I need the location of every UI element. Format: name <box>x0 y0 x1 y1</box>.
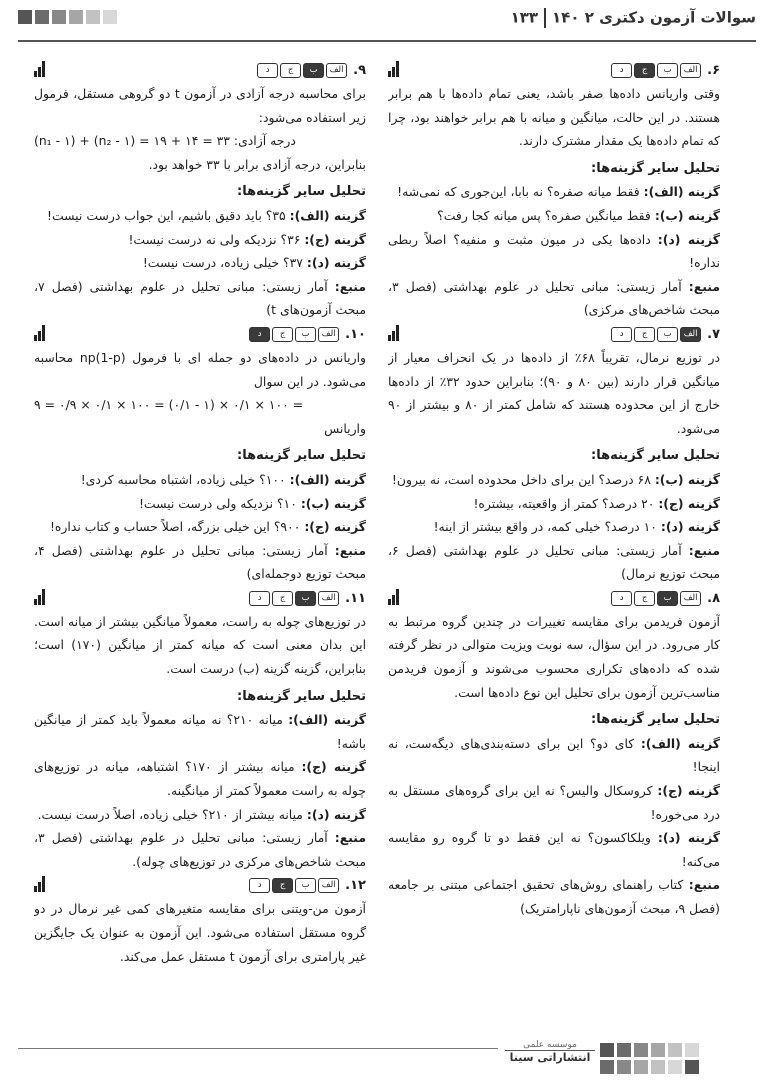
page-header <box>18 6 756 36</box>
decoration-square <box>600 1060 614 1074</box>
answer-option-box: ب <box>295 327 316 342</box>
answer-option-box: ج <box>272 591 293 606</box>
decoration-square <box>634 1043 648 1057</box>
option-label: گزینه (ج): <box>304 519 366 535</box>
option-label: گزینه (الف): <box>288 712 366 728</box>
analysis-heading: تحلیل سایر گزینه‌ها: <box>591 160 720 176</box>
analysis-heading: تحلیل سایر گزینه‌ها: <box>237 448 366 464</box>
header-separator <box>544 8 546 28</box>
option-label: گزینه (الف): <box>289 471 366 487</box>
answer-option-box: ج <box>272 327 293 342</box>
difficulty-bars-icon <box>34 325 48 341</box>
decoration-square <box>634 1060 648 1074</box>
question-number: ۱۲. <box>345 878 366 894</box>
option-analysis <box>34 708 366 755</box>
answer-option-box: ب <box>657 63 678 78</box>
option-comment: آمار زیستی: مبانی تحلیل در علوم بهداشتی (فصل ۴، مبحث توزیع دوجمله‌ای) <box>34 542 366 582</box>
question-header <box>388 58 720 80</box>
left-column <box>34 58 366 1033</box>
answer-option-box: د <box>249 591 270 606</box>
option-comment: آمار زیستی: مبانی تحلیل در علوم بهداشتی (فصل ۷، مبحث آزمون‌های t) <box>34 278 366 318</box>
option-label: گزینه (ج): <box>657 783 720 799</box>
answer-option-box: الف <box>680 591 701 606</box>
option-analysis <box>388 873 720 920</box>
answer-option-box: ج <box>634 327 655 342</box>
option-analysis <box>34 492 366 516</box>
option-comment: کای دو؟ این برای دسته‌بندی‌های دیگه‌ست، نه اینجا! <box>388 735 720 775</box>
option-label: گزینه (ج): <box>658 495 720 511</box>
option-label: گزینه (ب): <box>654 207 720 223</box>
option-analysis <box>388 275 720 322</box>
option-label: گزینه (د): <box>306 255 366 271</box>
answer-option-box: الف <box>318 591 339 606</box>
analysis-heading: تحلیل سایر گزینه‌ها: <box>591 448 720 464</box>
answer-option-box: ب <box>303 63 324 78</box>
option-analysis <box>388 492 720 516</box>
option-analysis <box>388 779 720 826</box>
question-header <box>34 322 366 344</box>
decoration-square <box>668 1060 682 1074</box>
decoration-square <box>685 1043 699 1057</box>
question-block <box>388 322 720 586</box>
decoration-square <box>651 1043 665 1057</box>
question-header <box>34 58 366 80</box>
option-analysis <box>34 803 366 827</box>
option-analysis <box>388 468 720 492</box>
answer-option-box: د <box>249 327 270 342</box>
decoration-square <box>86 10 100 24</box>
question-number: ۱۰. <box>345 326 366 342</box>
formula-line: (n₁ - ۱) + (n₂ - ۱) = ۱۹ + ۱۴ = ۳۳ :درجه آزادی <box>34 133 296 149</box>
answer-option-box: د <box>257 63 278 78</box>
question-block <box>34 58 366 322</box>
answer-explanation: در توزیع نرمال، تقریباً ۶۸٪ از داده‌ها در یک انحراف معیار از میانگین قرار دارند (بین ۸۰ و ۹۰)؛ بنابراین حدود ۳۲٪ از داده‌ها خارج از این محدوده هستند که شامل کمتر از ۸۰ و بیشتر از ۹۰ می‌شود. <box>388 349 720 436</box>
difficulty-bars-icon <box>34 589 48 605</box>
option-label: گزینه (ب): <box>300 495 366 511</box>
answer-option-box: الف <box>680 327 701 342</box>
answer-conclusion: واریانس <box>324 420 366 436</box>
answer-option-box: الف <box>318 327 339 342</box>
answer-option-box: ب <box>295 878 316 893</box>
option-label: گزینه (د): <box>660 519 720 535</box>
option-comment: ۱۰۰؟ خیلی زیاده، اشتباه محاسبه کردی! <box>80 471 286 487</box>
option-comment: فقط میانگین صفره؟ پس میانه کجا رفت؟ <box>437 207 651 223</box>
difficulty-bars-icon <box>388 325 402 341</box>
option-comment: آمار زیستی: مبانی تحلیل در علوم بهداشتی (فصل ۳، مبحث شاخص‌های مرکزی در توزیع‌های چوله). <box>34 830 366 869</box>
option-label: منبع: <box>688 542 720 558</box>
option-analysis <box>34 539 366 586</box>
question-block <box>34 322 366 586</box>
option-label: گزینه (الف): <box>640 735 720 751</box>
answer-explanation: واریانس در داده‌های دو جمله ای با فرمول (np(1-p محاسبه می‌شود. در این سوال <box>34 349 366 389</box>
option-analysis <box>34 204 366 228</box>
question-block <box>34 873 366 968</box>
answer-option-box: ج <box>272 878 293 893</box>
question-block <box>388 586 720 921</box>
option-comment: داده‌ها یکی در میون مثبت و منفیه؟ اصلاً ربطی نداره! <box>388 231 720 271</box>
answer-options <box>249 327 339 342</box>
option-analysis <box>388 732 720 779</box>
answer-option-box: ب <box>657 327 678 342</box>
publisher-logo <box>505 1040 595 1064</box>
question-block <box>388 58 720 322</box>
answer-options <box>611 63 701 78</box>
difficulty-bars-icon <box>388 61 402 77</box>
option-label: گزینه (د): <box>657 830 720 846</box>
option-label: منبع: <box>334 542 366 558</box>
decoration-square <box>52 10 66 24</box>
option-comment: ۹۰۰؟ این خیلی بزرگه، اصلاً حساب و کتاب نداره! <box>49 519 301 535</box>
decoration-square <box>651 1060 665 1074</box>
option-comment: ۱۰؟ نزدیکه ولی درست نیست! <box>138 495 297 511</box>
option-analysis <box>388 826 720 873</box>
decoration-square <box>103 10 117 24</box>
answer-options <box>249 878 339 893</box>
answer-option-box: ب <box>295 591 316 606</box>
answer-option-box: د <box>611 591 632 606</box>
option-label: گزینه (ج): <box>301 759 366 775</box>
option-label: گزینه (ج): <box>304 231 366 247</box>
option-analysis <box>34 275 366 322</box>
answer-conclusion: بنابراین، درجه آزادی برابر با ۳۳ خواهد بود. <box>148 156 366 172</box>
option-label: منبع: <box>334 278 366 294</box>
option-comment: ۳۵؟ باید دقیق باشیم، این جواب درست نیست! <box>47 207 286 223</box>
question-header <box>388 322 720 344</box>
option-comment: ۳۶؟ نزدیکه ولی نه درست نیست! <box>128 231 301 247</box>
formula-line: ۹ = ۰/۹ × ۰/۱ × ۱۰۰ = (۰/۱ - ۱) × ۰/۱ × ۱۰۰ = <box>34 397 304 413</box>
footer-decoration-squares <box>600 1043 699 1074</box>
publisher-line1: موسسه علمی <box>523 1040 577 1050</box>
question-number: ۶. <box>707 62 720 78</box>
option-analysis <box>34 228 366 252</box>
option-analysis <box>388 228 720 275</box>
option-comment: ۱۰ درصد؟ خیلی کمه، در واقع بیشتر از اینه! <box>433 519 657 535</box>
option-analysis <box>388 180 720 204</box>
option-comment: ۲۰ درصد؟ کمتر از واقعیته، بیشتره! <box>473 495 655 511</box>
option-comment: ویلکاکسون؟ نه این فقط دو تا گروه رو مقایسه می‌کنه! <box>388 830 720 869</box>
option-comment: آمار زیستی: مبانی تحلیل در علوم بهداشتی (فصل ۶، مبحث توزیع نرمال) <box>388 542 720 582</box>
option-label: گزینه (الف): <box>643 184 720 200</box>
option-label: گزینه (الف): <box>289 207 366 223</box>
option-label: گزینه (د): <box>657 231 720 247</box>
question-number: ۹. <box>353 62 366 78</box>
option-label: گزینه (د): <box>306 806 366 822</box>
difficulty-bars-icon <box>34 61 48 77</box>
option-label: منبع: <box>334 830 366 846</box>
question-header <box>34 873 366 895</box>
question-header <box>34 586 366 608</box>
option-comment: فقط میانه صفره؟ نه بابا، این‌جوری که نمی‌شه! <box>397 184 640 200</box>
option-label: گزینه (ب): <box>654 471 720 487</box>
publisher-line2: انتشاراتی سینا <box>505 1050 595 1064</box>
answer-explanation: وقتی واریانس داده‌ها صفر باشد، یعنی تمام داده‌ها با هم برابر هستند. در این حالت، میانگین و میانه با هم برابر خواهند بود، چرا که تمام داده‌ها یک مقدار مشترک دارند. <box>388 86 720 149</box>
right-column <box>388 58 720 1033</box>
decoration-square <box>617 1060 631 1074</box>
answer-options <box>249 591 339 606</box>
answer-option-box: د <box>249 878 270 893</box>
header-rule <box>18 40 756 42</box>
answer-options <box>257 63 347 78</box>
option-analysis <box>34 755 366 802</box>
option-analysis <box>34 468 366 492</box>
option-comment: ۶۸ درصد؟ این برای داخل محدوده است، نه بیرون! <box>391 471 651 487</box>
option-analysis <box>34 515 366 539</box>
answer-option-box: الف <box>318 878 339 893</box>
analysis-heading: تحلیل سایر گزینه‌ها: <box>237 688 366 704</box>
decoration-square <box>35 10 49 24</box>
question-number: ۱۱. <box>345 590 366 606</box>
footer-rule <box>18 1048 498 1049</box>
answer-options <box>611 327 701 342</box>
option-analysis <box>388 515 720 539</box>
question-number: ۷. <box>707 326 720 342</box>
answer-options <box>611 591 701 606</box>
question-number: ۸. <box>707 590 720 606</box>
analysis-heading: تحلیل سایر گزینه‌ها: <box>237 184 366 200</box>
decoration-square <box>685 1060 699 1074</box>
option-analysis <box>34 251 366 275</box>
difficulty-bars-icon <box>388 589 402 605</box>
answer-explanation: آزمون فریدمن برای مقایسه تغییرات در چندین گروه مرتبط به کار می‌رود. در این سؤال، سه نوبت ویزیت متوالی در نظر گرفته شده که داده‌های تکراری محسوب می‌شوند و آزمون فریدمن مناسب‌ترین آزمون برای تحلیل این نوع داده‌ها است. <box>388 613 720 700</box>
header-decoration-squares <box>18 10 117 24</box>
answer-option-box: د <box>611 63 632 78</box>
page-number: ۱۳۳ <box>510 8 539 27</box>
answer-explanation: آزمون من-ویتنی برای مقایسه متغیرهای کمی غیر نرمال در دو گروه مستقل استفاده می‌شود. این آزمون به عنوان یک جایگزین غیر پارامتری برای آزمون t مستقل عمل می‌کند. <box>34 901 366 964</box>
analysis-heading: تحلیل سایر گزینه‌ها: <box>591 712 720 728</box>
decoration-square <box>600 1043 614 1057</box>
option-comment: کتاب راهنمای روش‌های تحقیق اجتماعی مبتنی بر جامعه (فصل ۹، مبحث آزمون‌های ناپارامتریک) <box>388 877 720 916</box>
decoration-square <box>69 10 83 24</box>
answer-explanation: در توزیع‌های چوله به راست، معمولاً میانگین بیشتر از میانه است. این بدان معنی است که میانه کمتر از میانگین (۱۷۰) است؛ بنابراین، گزینه گزینه (ب) درست است. <box>34 613 366 677</box>
answer-option-box: ج <box>634 63 655 78</box>
decoration-square <box>18 10 32 24</box>
option-label: منبع: <box>688 877 720 893</box>
option-analysis <box>34 826 366 873</box>
decoration-square <box>668 1043 682 1057</box>
answer-option-box: د <box>611 327 632 342</box>
answer-explanation: برای محاسبه درجه آزادی در آزمون t دو گروهی مستقل، فرمول زیر استفاده می‌شود: <box>34 86 366 125</box>
answer-option-box: ب <box>657 591 678 606</box>
book-title: سوالات آزمون دکتری ۲ ۱۴۰ <box>552 8 756 27</box>
option-comment: میانه بیشتر از ۱۷۰؟ اشتباهه، میانه در توزیع‌های چوله به راست معمولاً کمتر از میانگینه. <box>34 759 366 799</box>
answer-option-box: ج <box>280 63 301 78</box>
header-title <box>511 8 756 28</box>
option-comment: آمار زیستی: مبانی تحلیل در علوم بهداشتی (فصل ۳، مبحث شاخص‌های مرکزی) <box>388 278 720 318</box>
option-comment: میانه بیشتر از ۲۱۰؟ خیلی زیاده، اصلاً درست نیست. <box>37 806 303 822</box>
option-comment: میانه ۲۱۰؟ نه میانه معمولاً باید کمتر از میانگین باشه! <box>34 712 366 751</box>
option-comment: ۳۷؟ خیلی زیاده، درست نیست! <box>142 255 303 271</box>
question-block <box>34 586 366 874</box>
option-analysis <box>388 539 720 586</box>
option-comment: کروسکال والیس؟ نه این برای گروه‌های مستقل به درد می‌خوره! <box>388 783 720 822</box>
option-analysis <box>388 204 720 228</box>
answer-option-box: ج <box>634 591 655 606</box>
option-label: منبع: <box>688 278 720 294</box>
difficulty-bars-icon <box>34 876 48 892</box>
decoration-square <box>617 1043 631 1057</box>
answer-option-box: الف <box>680 63 701 78</box>
question-header <box>388 586 720 608</box>
answer-option-box: الف <box>326 63 347 78</box>
